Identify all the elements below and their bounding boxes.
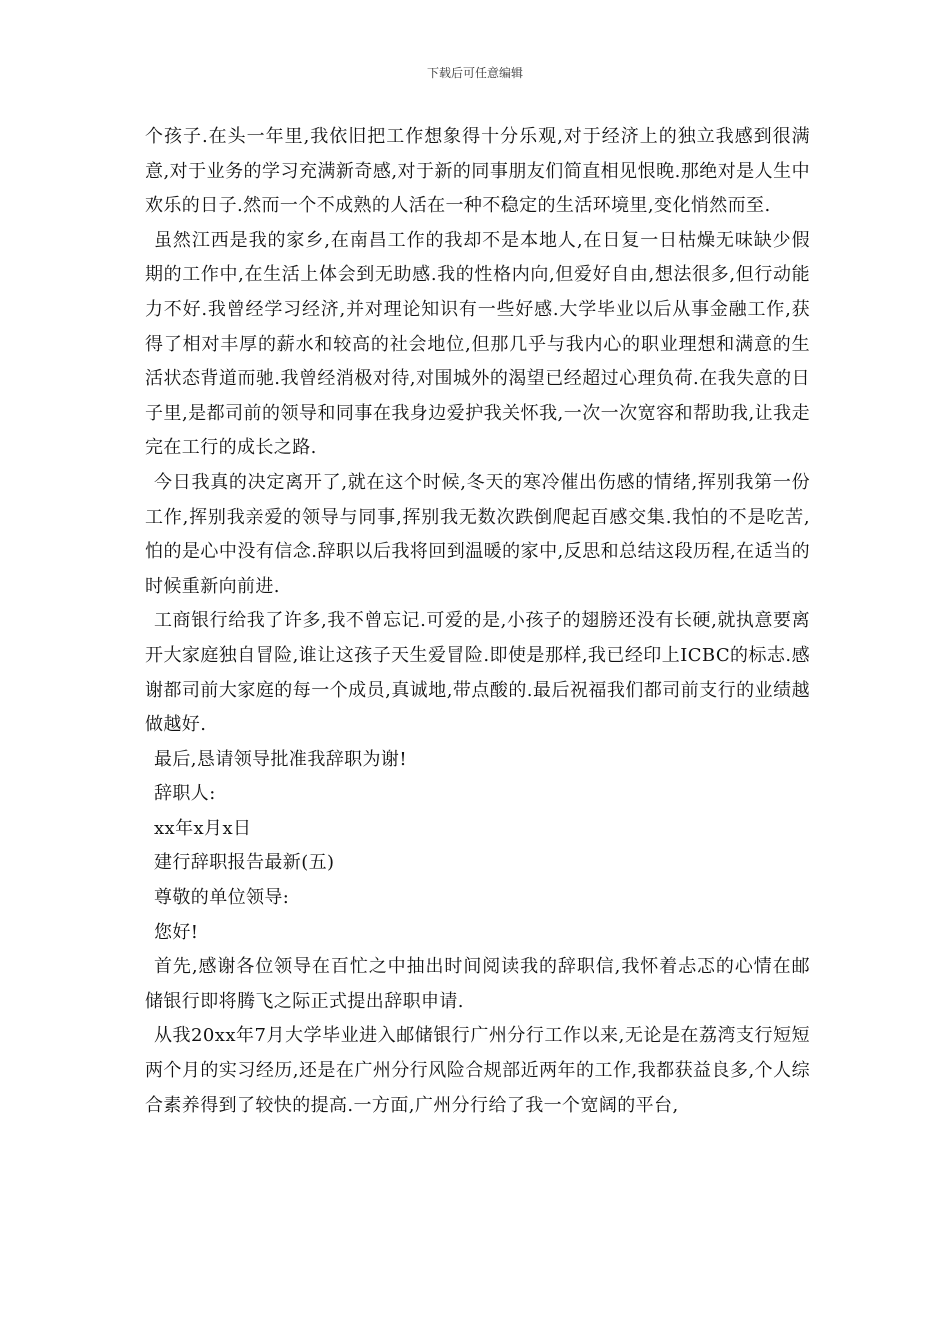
paragraph: 从我20xx年7月大学毕业进入邮储银行广州分行工作以来,无论是在荔湾支行短短两个月的实习经历,还是在广州分行风险合规部近两年的工作,我都获益良多,个人综合素养得到了较快的提高.一方面,广州分行给了我一个宽阔的平台, [145, 1025, 810, 1116]
section-title: 建行辞职报告最新(五) [154, 852, 335, 874]
signature-label: 辞职人: [154, 783, 216, 805]
closing-request: 最后,恳请领导批准我辞职为谢! [154, 748, 407, 770]
document-body [145, 120, 810, 1123]
salutation: 尊敬的单位领导: [154, 887, 290, 909]
paragraph: 个孩子.在头一年里,我依旧把工作想象得十分乐观,对于经济上的独立我感到很满意,对于业务的学习充满新奇感,对于新的同事朋友们简直相见恨晚.那绝对是人生中欢乐的日子.然而一个不成熟的人活在一种不稳定的生活环境里,变化悄然而至. [145, 126, 810, 217]
date-line: xx年x月x日 [154, 817, 252, 839]
paragraph: 今日我真的决定离开了,就在这个时候,冬天的寒冷催出伤感的情绪,挥别我第一份工作,挥别我亲爱的领导与同事,挥别我无数次跌倒爬起百感交集.我怕的不是吃苦,怕的是心中没有信念.辞职以后我将回到温暖的家中,反思和总结这段历程,在适当的时候重新向前进. [145, 471, 810, 597]
greeting: 您好! [154, 921, 199, 943]
paragraph: 工商银行给我了许多,我不曾忘记.可爱的是,小孩子的翅膀还没有长硬,就执意要离开大家庭独自冒险,谁让这孩子天生爱冒险.即使是那样,我已经印上ICBC的标志.感谢都司前大家庭的每一个成员,真诚地,带点酸的.最后祝福我们都司前支行的业绩越做越好. [145, 610, 810, 736]
page-header: 下载后可任意编辑 [426, 66, 523, 80]
paragraph: 虽然江西是我的家乡,在南昌工作的我却不是本地人,在日复一日枯燥无味缺少假期的工作中,在生活上体会到无助感.我的性格内向,但爱好自由,想法很多,但行动能力不好.我曾经学习经济,并对理论知识有一些好感.大学毕业以后从事金融工作,获得了相对丰厚的薪水和较高的社会地位,但那几乎与我内心的职业理想和满意的生活状态背道而驰.我曾经消极对待,对围城外的渴望已经超过心理负荷.在我失意的日子里,是都司前的领导和同事在我身边爱护我关怀我,一次一次宽容和帮助我,让我走完在工行的成长之路. [145, 229, 810, 459]
paragraph: 首先,感谢各位领导在百忙之中抽出时间阅读我的辞职信,我怀着忐忑的心情在邮储银行即将腾飞之际正式提出辞职申请. [145, 956, 810, 1012]
